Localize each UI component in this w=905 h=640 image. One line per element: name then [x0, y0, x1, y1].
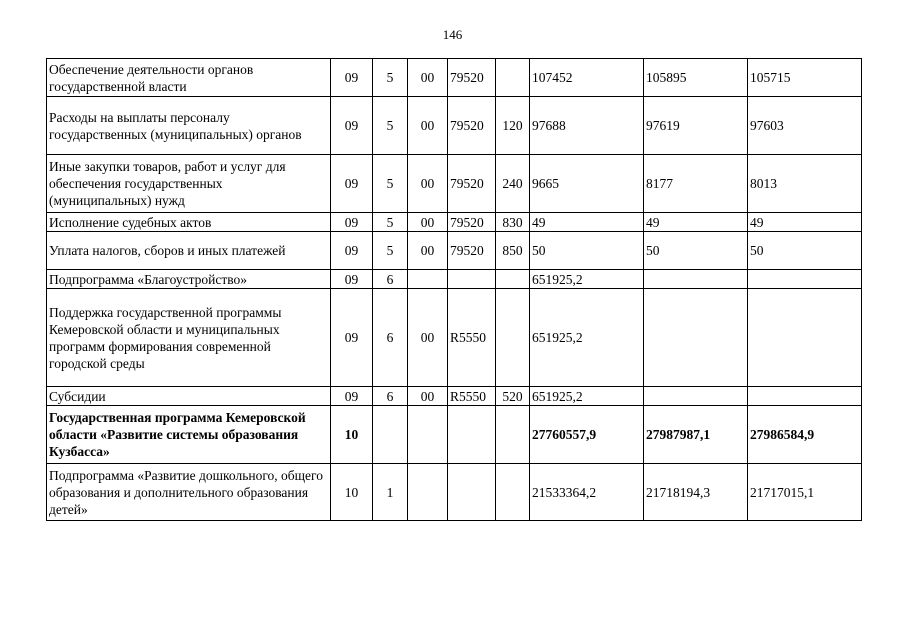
program-code: 00	[408, 289, 448, 387]
amount-year-2	[644, 270, 748, 289]
amount-year-3: 105715	[748, 59, 862, 97]
amount-year-2: 8177	[644, 155, 748, 213]
amount-year-3: 97603	[748, 97, 862, 155]
subprogram-code: 6	[373, 387, 408, 406]
direction-code: 79520	[448, 232, 496, 270]
table-row	[47, 232, 862, 270]
expense-type-code	[496, 289, 530, 387]
row-name: Поддержка государственной программы Кемеровской области и муниципальных программ формирования современной городской среды	[47, 289, 331, 387]
amount-year-1: 651925,2	[530, 289, 644, 387]
direction-code	[448, 270, 496, 289]
amount-year-3: 27986584,9	[748, 406, 862, 464]
program-code	[408, 406, 448, 464]
subprogram-code	[373, 406, 408, 464]
direction-code: R5550	[448, 387, 496, 406]
subprogram-code: 5	[373, 232, 408, 270]
direction-code	[448, 406, 496, 464]
table-row	[47, 464, 862, 521]
amount-year-3: 50	[748, 232, 862, 270]
row-name: Субсидии	[47, 387, 331, 406]
row-name: Обеспечение деятельности органов государственной власти	[47, 59, 331, 97]
direction-code: 79520	[448, 97, 496, 155]
row-name: Государственная программа Кемеровской области «Развитие системы образования Кузбасса»	[47, 406, 331, 464]
program-code: 00	[408, 232, 448, 270]
subprogram-code: 6	[373, 270, 408, 289]
table-row	[47, 270, 862, 289]
amount-year-1: 651925,2	[530, 387, 644, 406]
section-code: 10	[331, 406, 373, 464]
page-number: 146	[442, 27, 463, 42]
program-code	[408, 270, 448, 289]
amount-year-2: 27987987,1	[644, 406, 748, 464]
section-code: 10	[331, 464, 373, 521]
amount-year-2: 97619	[644, 97, 748, 155]
program-code	[408, 464, 448, 521]
expense-type-code: 120	[496, 97, 530, 155]
section-code: 09	[331, 213, 373, 232]
direction-code	[448, 464, 496, 521]
expense-type-code: 830	[496, 213, 530, 232]
subprogram-code: 5	[373, 155, 408, 213]
program-code: 00	[408, 387, 448, 406]
table-row	[47, 97, 862, 155]
amount-year-3	[748, 289, 862, 387]
table-row	[47, 406, 862, 464]
section-code: 09	[331, 97, 373, 155]
expense-type-code	[496, 464, 530, 521]
direction-code: 79520	[448, 155, 496, 213]
section-code: 09	[331, 59, 373, 97]
amount-year-3: 8013	[748, 155, 862, 213]
table-row	[47, 387, 862, 406]
amount-year-1: 27760557,9	[530, 406, 644, 464]
amount-year-1: 107452	[530, 59, 644, 97]
amount-year-2: 21718194,3	[644, 464, 748, 521]
amount-year-3: 49	[748, 213, 862, 232]
section-code: 09	[331, 387, 373, 406]
amount-year-1: 97688	[530, 97, 644, 155]
budget-table	[46, 58, 862, 521]
amount-year-3: 21717015,1	[748, 464, 862, 521]
program-code: 00	[408, 155, 448, 213]
section-code: 09	[331, 289, 373, 387]
table-row	[47, 289, 862, 387]
expense-type-code: 240	[496, 155, 530, 213]
amount-year-1: 651925,2	[530, 270, 644, 289]
subprogram-code: 5	[373, 213, 408, 232]
row-name: Подпрограмма «Благоустройство»	[47, 270, 331, 289]
row-name: Иные закупки товаров, работ и услуг для обеспечения государственных (муниципальных) нужд	[47, 155, 331, 213]
expense-type-code: 520	[496, 387, 530, 406]
amount-year-1: 21533364,2	[530, 464, 644, 521]
amount-year-2: 49	[644, 213, 748, 232]
amount-year-1: 50	[530, 232, 644, 270]
row-name: Исполнение судебных актов	[47, 213, 331, 232]
expense-type-code	[496, 270, 530, 289]
amount-year-1: 49	[530, 213, 644, 232]
amount-year-3	[748, 270, 862, 289]
program-code: 00	[408, 97, 448, 155]
amount-year-2: 105895	[644, 59, 748, 97]
subprogram-code: 5	[373, 59, 408, 97]
expense-type-code: 850	[496, 232, 530, 270]
row-name: Уплата налогов, сборов и иных платежей	[47, 232, 331, 270]
row-name: Расходы на выплаты персоналу государственных (муниципальных) органов	[47, 97, 331, 155]
subprogram-code: 6	[373, 289, 408, 387]
subprogram-code: 5	[373, 97, 408, 155]
program-code: 00	[408, 59, 448, 97]
expense-type-code	[496, 406, 530, 464]
amount-year-3	[748, 387, 862, 406]
amount-year-2	[644, 289, 748, 387]
subprogram-code: 1	[373, 464, 408, 521]
table-row	[47, 59, 862, 97]
direction-code: R5550	[448, 289, 496, 387]
program-code: 00	[408, 213, 448, 232]
amount-year-1: 9665	[530, 155, 644, 213]
section-code: 09	[331, 155, 373, 213]
direction-code: 79520	[448, 59, 496, 97]
direction-code: 79520	[448, 213, 496, 232]
row-name: Подпрограмма «Развитие дошкольного, общего образования и дополнительного образования детей»	[47, 464, 331, 521]
expense-type-code	[496, 59, 530, 97]
section-code: 09	[331, 270, 373, 289]
amount-year-2: 50	[644, 232, 748, 270]
table-row	[47, 155, 862, 213]
amount-year-2	[644, 387, 748, 406]
section-code: 09	[331, 232, 373, 270]
table-row	[47, 213, 862, 232]
